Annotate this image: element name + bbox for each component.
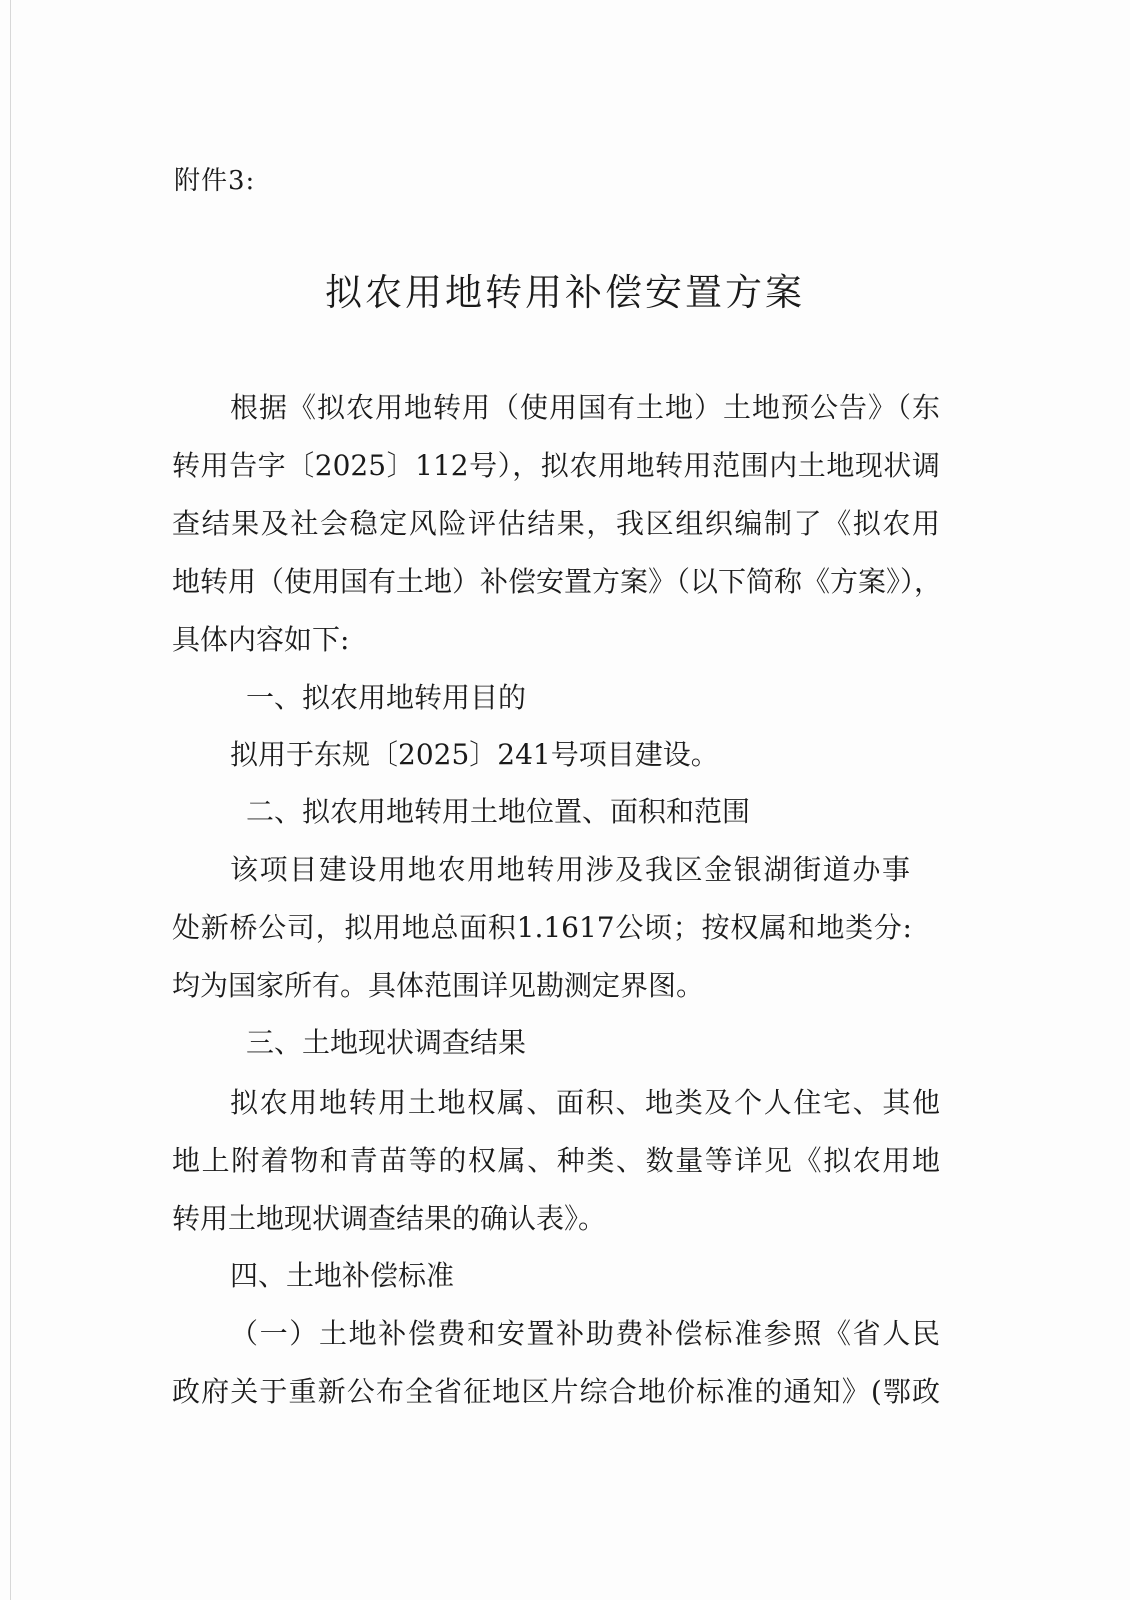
section-heading: 二、拟农用地转用土地位置、面积和范围 (246, 795, 751, 828)
section-line: 地上附着物和青苗等的权属、种类、数量等详见《拟农用地 (172, 1144, 940, 1177)
intro-line: 查结果及社会稳定风险评估结果，我区组织编制了《拟农用 (172, 507, 940, 540)
section-line: 该项目建设用地农用地转用涉及我区金银湖街道办事 (230, 853, 910, 886)
section-heading: 一、拟农用地转用目的 (246, 681, 527, 714)
section-line: 政府关于重新公布全省征地区片综合地价标准的通知》(鄂政 (172, 1375, 940, 1408)
document-title: 拟农用地转用补偿安置方案 (325, 271, 805, 314)
section-line: 拟农用地转用土地权属、面积、地类及个人住宅、其他 (230, 1086, 940, 1119)
section-heading: 三、土地现状调查结果 (246, 1026, 527, 1059)
section-line: 处新桥公司，拟用地总面积1.1617公顷；按权属和地类分: (172, 911, 912, 944)
scan-edge-line (10, 0, 11, 1600)
intro-line: 根据《拟农用地转用（使用国有土地）土地预公告》（东 (230, 391, 940, 424)
intro-line: 具体内容如下: (172, 623, 350, 656)
attachment-label: 附件3: (174, 166, 256, 196)
intro-line: 地转用（使用国有土地）补偿安置方案》（以下简称《方案》）， (172, 565, 943, 598)
section-line: 均为国家所有。具体范围详见勘测定界图。 (172, 969, 705, 1002)
section-line: 转用土地现状调查结果的确认表》。 (172, 1202, 607, 1235)
section-line: （一）土地补偿费和安置补助费补偿标准参照《省人民 (230, 1317, 940, 1350)
intro-line: 转用告字〔2025〕112号），拟农用地转用范围内土地现状调 (172, 449, 940, 482)
section-line: 拟用于东规〔2025〕241号项目建设。 (230, 738, 719, 771)
section-heading: 四、土地补偿标准 (230, 1259, 455, 1292)
